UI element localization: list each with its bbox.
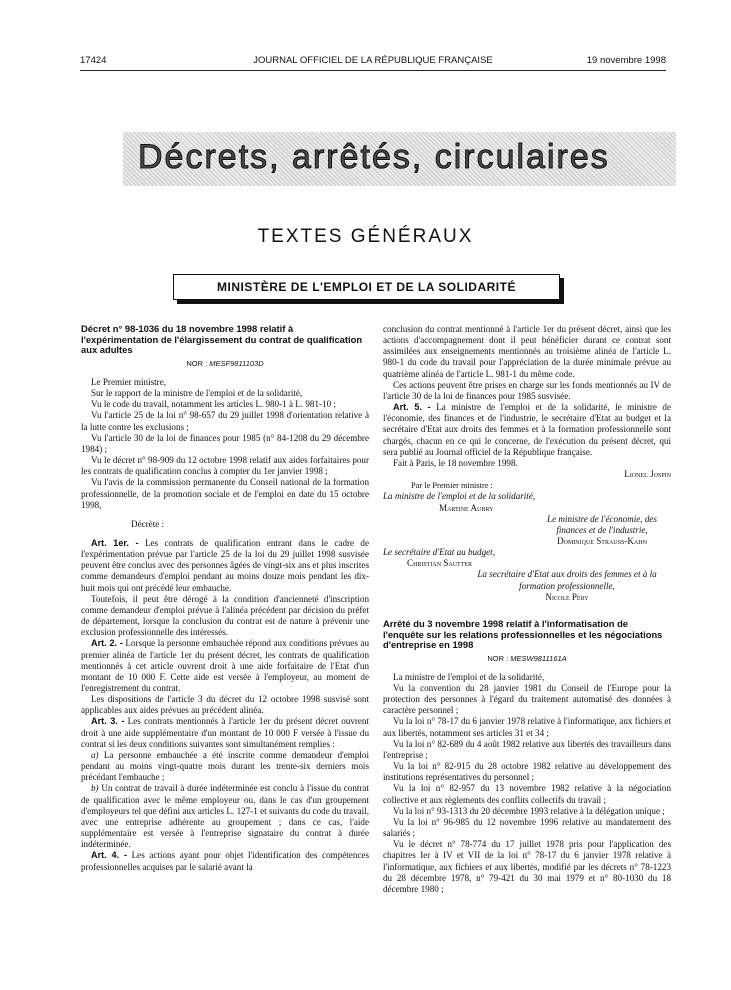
article-paragraph — [81, 594, 369, 639]
article-text: La ministre de l'emploi et de la solidarité, le ministre de l'économie, des finances et de l'industrie, le secrétaire d'Etat au budget et la secrétaire d'Etat aux droits des femmes et à la formation professionnelle sont chargés, chacun en ce qui le concerne, de l'exécution du présent décret, qui sera publié au Journal officiel de la République française. — [383, 402, 672, 457]
paragraph: Ces actions peuvent être prises en charge sur les fonds mentionnés au IV de l'article 30 de la loi de finances pour 1985 susvisée. — [383, 379, 671, 401]
article-paragraph — [81, 638, 369, 694]
signatory-role: La ministre de l'emploi et de la solidarité, — [383, 491, 536, 502]
signature-name: Dominique Strauss-Kahn — [557, 535, 647, 546]
article-text: Lorsque la personne embauchée répond aux conditions prévues au premier alinéa de l'article 1er du présent décret, les contrats de qualification mentionnés à cet article ouvrent droit à une aide forfaitaire de l'Etat d'un montant de 10 000 F. Cette aide est versée à l'employeur, au moment de l'enregistrement du contrat. — [81, 638, 369, 693]
article-text: Les dispositions de l'article 3 du décret du 12 octobre 1998 susvisé sont applicables aux aides prévues au précédent alinéa. — [81, 694, 369, 716]
decrete-label: Décrète : — [131, 518, 165, 529]
article-label: Art. 5. - — [393, 402, 431, 413]
paragraph: Le Premier ministre, — [91, 376, 167, 387]
paragraph: Sur le rapport de la ministre de l'emploi et de la solidarité, — [91, 388, 303, 399]
article-text: Les contrats mentionnés à l'article 1er du présent décret ouvrent droit à une aide supplémentaire d'un montant de 10 000 F versée à l'issue du contrat si les deux conditions suivantes sont simultanément remplies : — [81, 716, 369, 749]
article-paragraph — [81, 538, 369, 594]
paragraph: Vu le décret n° 98-909 du 12 octobre 1998 relatif aux aides forfaitaires pour les contrats de qualification conclus à compter du 1er janvier 1998 ; — [81, 455, 369, 477]
header-rule — [80, 70, 666, 71]
signatory-role: Le ministre de l'économie, des finances et de l'industrie, — [547, 513, 657, 535]
article-label: Art. 1er. - — [91, 537, 139, 548]
paragraph: Vu la loi n° 82-689 du 4 août 1982 relative aux libertés des travailleurs dans l'entreprise ; — [383, 738, 671, 760]
article-text: Les contrats de qualification entrant dans le cadre de l'expérimentation prévue par l'article 25 de la loi du 29 juillet 1998 susvisée peuvent être conclus avec des personnes âgées de vingt-six ans et plus inscrites comme demandeurs d'emploi pendant au moins douze mois pendant les dix-huit mois qui ont précédé leur embauche. — [81, 537, 370, 593]
article-paragraph — [81, 750, 369, 783]
paragraph: La ministre de l'emploi et de la solidarité, — [393, 671, 545, 682]
issue-date: 19 novembre 1998 — [586, 55, 666, 66]
paragraph: Vu la loi n° 78-17 du 6 janvier 1978 relative à l'informatique, aux fichiers et aux libertés, notamment ses articles 31 et 34 ; — [383, 716, 671, 738]
paragraph: Vu la convention du 28 janvier 1981 du Conseil de l'Europe pour la protection des personnes à l'égard du traitement automatisé des données à caractère personnel ; — [383, 683, 671, 716]
paragraph: conclusion du contrat mentionné à l'article 1er du présent décret, ainsi que les actions d'accompagnement dont il peut bénéficier durant ce contrat sont assimilées aux enseignements mentionnés au troisième alinéa de l'article L. 980-1 du code du travail pour l'appréciation de la durée minimale prévue au quatrième alinéa de l'article L. 981-1 du même code. — [383, 324, 671, 379]
paragraph: Vu l'avis de la commission permanente du Conseil national de la formation professionnelle, de la promotion sociale et de l'emploi en date du 15 octobre 1998, — [81, 477, 369, 510]
item-label: a) — [91, 749, 99, 760]
article-paragraph — [383, 402, 671, 458]
signature-name: Martine Aubry — [439, 502, 494, 513]
paragraph: Vu la loi n° 93-1313 du 20 décembre 1993 relative à la délégation unique ; — [393, 805, 665, 816]
banner-title: Décrets, arrêtés, circulaires — [138, 138, 610, 176]
article-text: Les actions ayant pour objet l'identification des compétences professionnelles acquises par le salarié avant la — [81, 850, 369, 872]
article-text: Un contrat de travail à durée indéterminée est conclu à l'issue du contrat de qualification avec le même employeur ou, dans le cas d'un groupement d'employeurs tel que défini aux articles L. 127-1 et suivants du code du travail, avec une entreprise adhérente au groupement ; dans ce cas, l'aide supplémentaire est versée à l'entreprise signataire du contrat à durée indéterminée. — [81, 783, 369, 850]
signature-prime-minister: Lionel Jospin — [624, 469, 671, 480]
nor-label: NOR : — [186, 358, 208, 368]
nor-reference — [383, 653, 671, 664]
item-label: b) — [91, 783, 99, 794]
paragraph: Vu la loi n° 96-985 du 12 novembre 1996 relative au mandatement des salariés ; — [383, 816, 671, 839]
by-prime-minister: Par le Premier ministre : — [411, 481, 493, 491]
article-paragraph — [81, 694, 369, 716]
article-paragraph — [81, 716, 369, 749]
article-label: Art. 2. - — [91, 638, 123, 649]
done-at: Fait à Paris, le 18 novembre 1998. — [393, 457, 518, 468]
paragraph: Vu l'article 25 de la loi n° 98-657 du 29 juillet 1998 d'orientation relative à la lutte contre les exclusions ; — [81, 410, 369, 432]
paragraph: Vu la loi n° 82-957 du 13 novembre 1982 relative à la négociation collective et aux règlements des conflits collectifs du travail ; — [383, 783, 671, 805]
paragraph: Vu le code du travail, notamment les articles L. 980-1 à L. 981-10 ; — [91, 399, 336, 410]
section-heading: TEXTES GÉNÉRAUX — [257, 226, 474, 247]
decree-title: Décret n° 98-1036 du 18 novembre 1998 relatif à l'expérimentation de l'élargissement du contrat de qualification aux adultes — [81, 323, 363, 356]
article-label: Art. 4. - — [91, 850, 127, 861]
nor-label: NOR : — [487, 653, 509, 663]
left-column — [81, 324, 369, 873]
article-paragraph — [81, 850, 369, 872]
arrete-title: Arrêté du 3 novembre 1998 relatif à l'informatisation de l'enquête sur les relations professionnelles et les négociations d'entreprise en 1998 — [383, 617, 663, 651]
nor-reference — [81, 358, 369, 369]
paragraph: Vu le décret n° 78-774 du 17 juillet 1978 pris pour l'application des chapitres Ier à IV et VII de la loi n° 78-17 du 6 janvier 1978 relative à l'informatique, aux fichiers et aux libertés, modifié par les décrets n° 78-1223 du 28 décembre 1978, n° 79-421 du 30 mai 1979 et n° 80-1030 du 18 décembre 1980 ; — [383, 839, 671, 894]
paragraph: Vu la loi n° 82-915 du 28 octobre 1982 relative au développement des institutions représentatives du personnel ; — [383, 761, 671, 783]
article-text: La personne embauchée a été inscrite comme demandeur d'emploi pendant au moins vingt-quatre mois durant les trente-six derniers mois précédant l'embauche ; — [81, 749, 369, 783]
page-header — [80, 55, 666, 69]
signature-name: Christian Sautter — [407, 558, 473, 569]
signatory-role: Le secrétaire d'Etat au budget, — [383, 547, 495, 558]
signatory-role: La secrétaire d'Etat aux droits des femmes et à la formation professionnelle, — [477, 569, 657, 591]
ministry-box: MINISTÈRE DE L'EMPLOI ET DE LA SOLIDARITÉ — [173, 274, 560, 300]
category-banner — [123, 132, 676, 186]
nor-code: MESF9811103D — [209, 358, 264, 368]
nor-code: MESW9811161A — [510, 653, 567, 663]
article-text: Toutefois, il peut être dérogé à la condition d'ancienneté d'inscription comme demandeur d'emploi prévue à l'alinéa précédent par décision du préfet de département, lorsque la conclusion du contrat est de nature à prévenir une exclusion professionnelle des intéressés. — [81, 593, 369, 638]
page-number: 17424 — [80, 55, 107, 66]
article-paragraph — [81, 783, 369, 850]
journal-title: JOURNAL OFFICIEL DE LA RÉPUBLIQUE FRANÇAISE — [253, 55, 493, 66]
paragraph: Vu l'article 30 de la loi de finances pour 1985 (n° 84-1208 du 29 décembre 1984) ; — [81, 432, 369, 454]
article-label: Art. 3. - — [91, 716, 125, 727]
right-column — [383, 324, 671, 895]
signature-name: Nicole Péry — [545, 591, 589, 602]
